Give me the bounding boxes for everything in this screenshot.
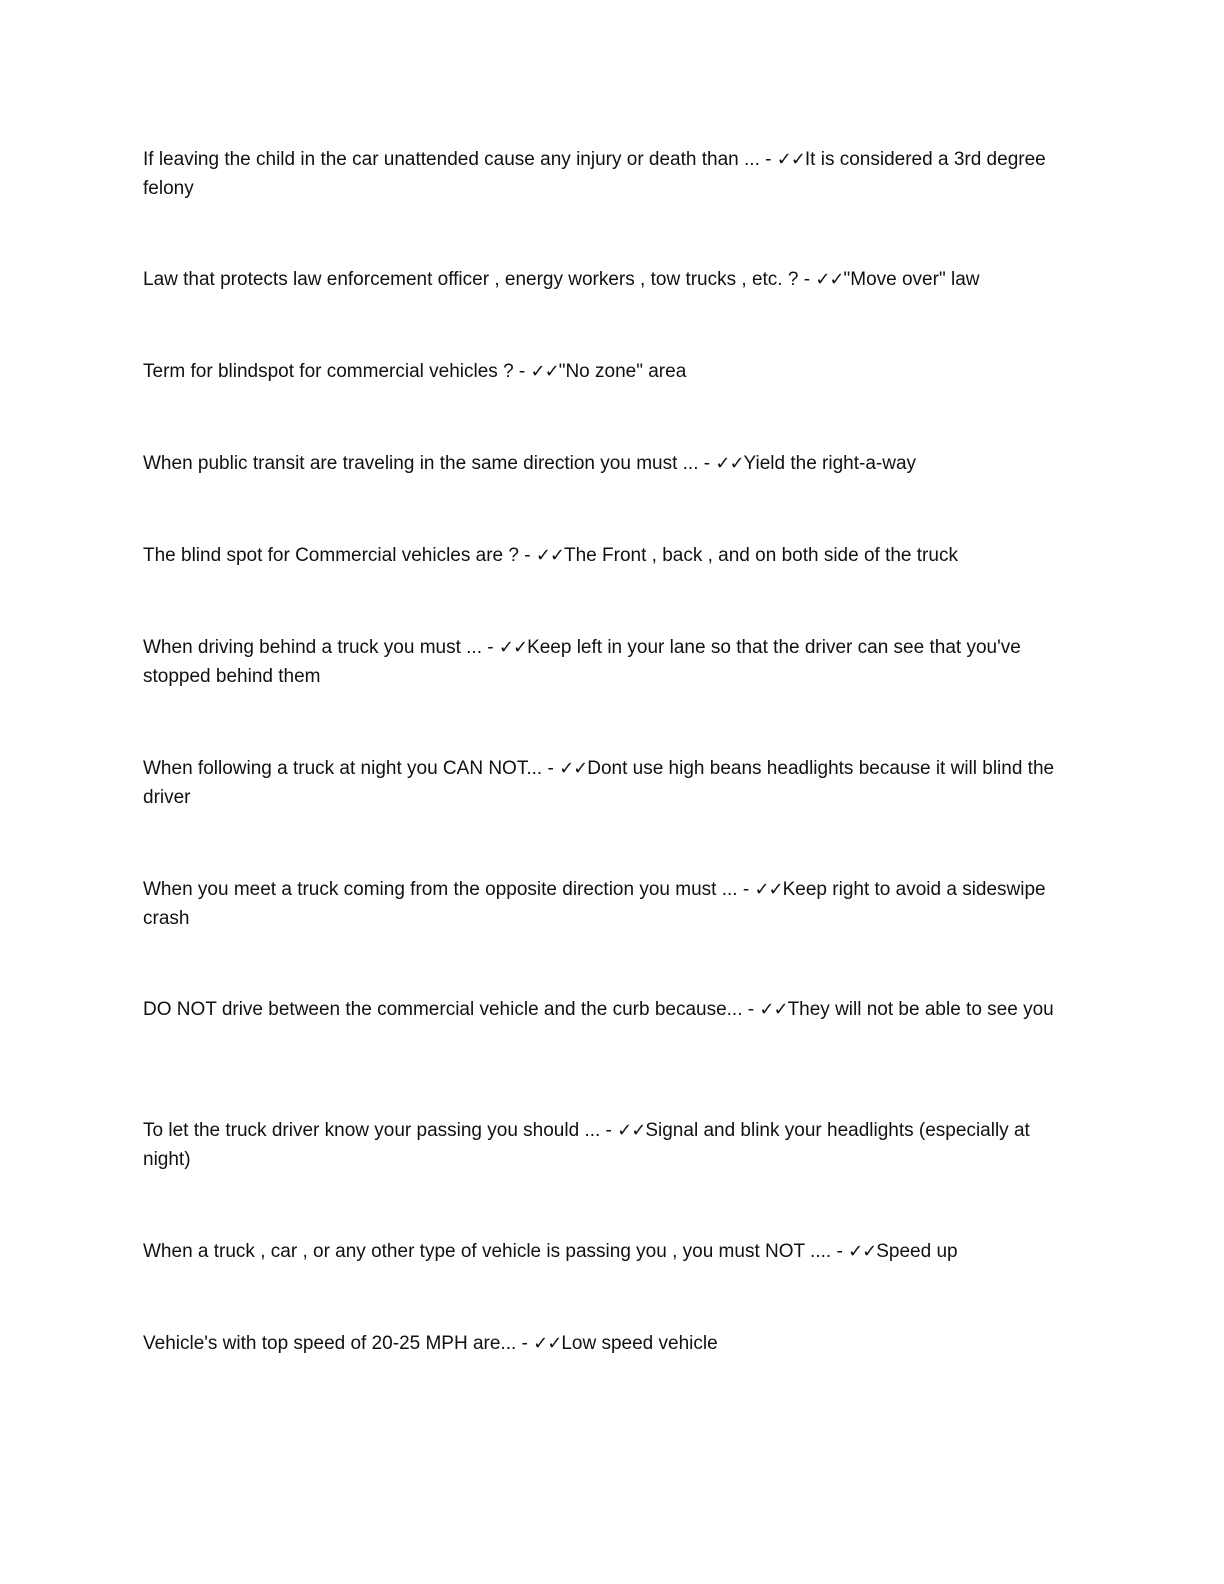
answer-text: Keep right to avoid a sideswipe crash xyxy=(143,879,1046,929)
qa-item xyxy=(143,875,1078,933)
question-text: When following a truck at night you CAN NOT... xyxy=(143,758,543,779)
question-text: To let the truck driver know your passing you should ... xyxy=(143,1120,601,1141)
double-check-icon: ✓✓ xyxy=(533,1333,562,1354)
separator: - xyxy=(831,1241,849,1262)
qa-item xyxy=(143,265,1078,294)
answer-text: "Move over" law xyxy=(843,269,980,290)
qa-item xyxy=(143,1116,1078,1174)
qa-item xyxy=(143,449,1078,478)
separator: - xyxy=(742,999,760,1020)
question-text: When driving behind a truck you must ... xyxy=(143,637,482,658)
separator: - xyxy=(698,453,716,474)
qa-item xyxy=(143,1237,1078,1266)
answer-text: "No zone" area xyxy=(558,361,687,382)
answer-text: Speed up xyxy=(876,1241,958,1262)
separator: - xyxy=(513,361,531,382)
answer-text: Yield the right-a-way xyxy=(743,453,917,474)
separator: - xyxy=(759,149,777,170)
answer-text: Keep left in your lane so that the driver can see that you've stopped behind them xyxy=(143,637,1021,687)
answer-text: They will not be able to see you xyxy=(787,999,1054,1020)
separator: - xyxy=(518,545,536,566)
qa-item xyxy=(143,1329,1078,1358)
double-check-icon: ✓✓ xyxy=(776,149,805,170)
separator: - xyxy=(737,879,755,900)
answer-text: The Front , back , and on both side of the truck xyxy=(564,545,958,566)
qa-item xyxy=(143,995,1078,1024)
separator: - xyxy=(482,637,499,658)
question-text: Law that protects law enforcement officer , energy workers , tow trucks , etc. ? xyxy=(143,269,799,290)
answer-text: Dont use high beans headlights because it will blind the driver xyxy=(143,758,1055,808)
double-check-icon: ✓✓ xyxy=(715,453,744,474)
question-text: Term for blindspot for commercial vehicles ? xyxy=(143,361,514,382)
double-check-icon: ✓✓ xyxy=(530,361,559,382)
separator: - xyxy=(798,269,816,290)
qa-item xyxy=(143,145,1078,203)
qa-item xyxy=(143,541,1078,570)
question-text: DO NOT drive between the commercial vehicle and the curb because... xyxy=(143,999,743,1020)
question-text: If leaving the child in the car unattended cause any injury or death than ... xyxy=(143,149,760,170)
double-check-icon: ✓✓ xyxy=(535,545,564,566)
answer-text: It is considered a 3rd degree felony xyxy=(143,149,1046,199)
separator: - xyxy=(516,1333,534,1354)
double-check-icon: ✓✓ xyxy=(759,999,788,1020)
double-check-icon: ✓✓ xyxy=(754,879,783,900)
separator: - xyxy=(542,758,560,779)
separator: - xyxy=(600,1120,618,1141)
double-check-icon: ✓✓ xyxy=(848,1241,877,1262)
double-check-icon: ✓✓ xyxy=(815,269,844,290)
qa-item xyxy=(143,357,1078,386)
double-check-icon: ✓✓ xyxy=(498,637,528,658)
answer-text: Signal and blink your headlights (especially at night) xyxy=(143,1120,1030,1170)
question-text: When a truck , car , or any other type of vehicle is passing you , you must NOT .... xyxy=(143,1241,832,1262)
qa-item xyxy=(143,754,1078,812)
qa-item xyxy=(143,633,1078,691)
question-text: When you meet a truck coming from the opposite direction you must ... xyxy=(143,879,738,900)
answer-text: Low speed vehicle xyxy=(561,1333,718,1354)
question-text: Vehicle's with top speed of 20-25 MPH are... xyxy=(143,1333,517,1354)
double-check-icon: ✓✓ xyxy=(617,1120,646,1141)
double-check-icon: ✓✓ xyxy=(559,758,588,779)
question-text: When public transit are traveling in the same direction you must ... xyxy=(143,453,699,474)
question-text: The blind spot for Commercial vehicles are ? xyxy=(143,545,519,566)
